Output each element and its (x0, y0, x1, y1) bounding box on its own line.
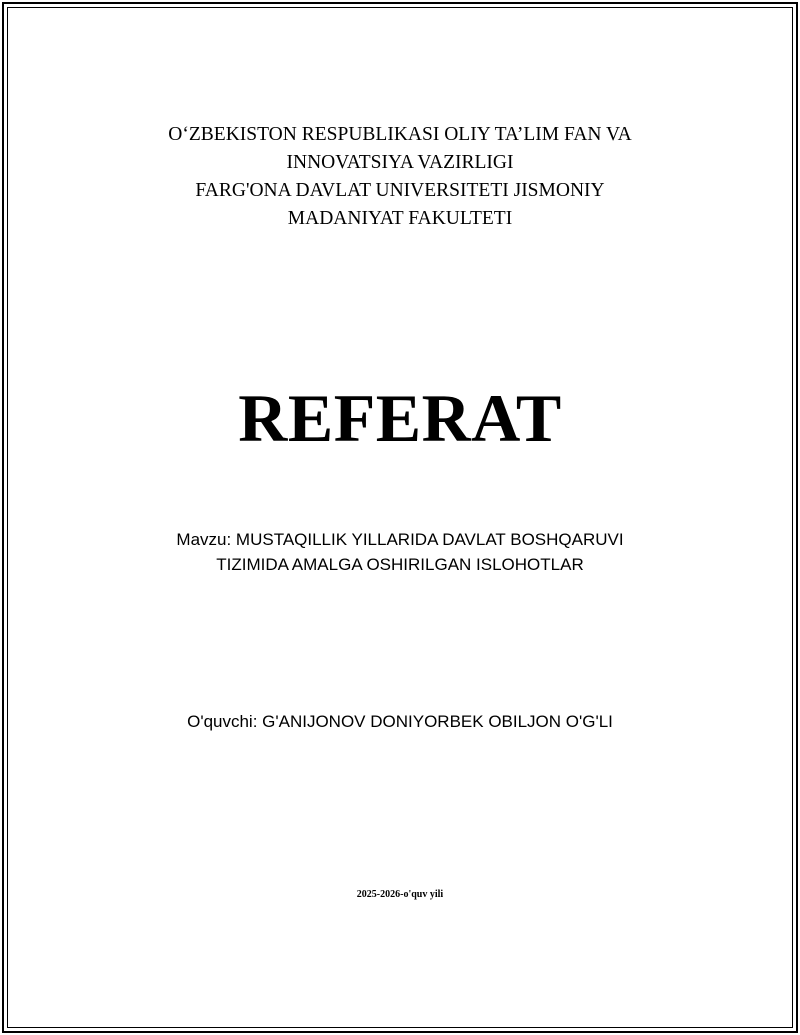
topic-line-2: TIZIMIDA AMALGA OSHIRILGAN ISLOHOTLAR (216, 555, 584, 574)
topic-line-1: Mavzu: MUSTAQILLIK YILLARIDA DAVLAT BOSHQARUVI (176, 530, 624, 549)
document-title: REFERAT (238, 380, 562, 456)
header-line-2: INNOVATSIYA VAZIRLIGI (286, 152, 514, 173)
header-line-1: O‘ZBEKISTON RESPUBLIKASI OLIY TA’LIM FAN VA (168, 124, 632, 145)
header-line-4: MADANIYAT FAKULTETI (287, 208, 513, 229)
student-name: O'quvchi: G'ANIJONOV DONIYORBEK OBILJON O'G'LI (187, 712, 613, 731)
academic-year: 2025-2026-o'quv yili (356, 889, 444, 900)
topic-block (0, 527, 800, 577)
institution-header (0, 121, 800, 233)
header-line-3: FARG'ONA DAVLAT UNIVERSITETI JISMONIY (195, 180, 605, 201)
